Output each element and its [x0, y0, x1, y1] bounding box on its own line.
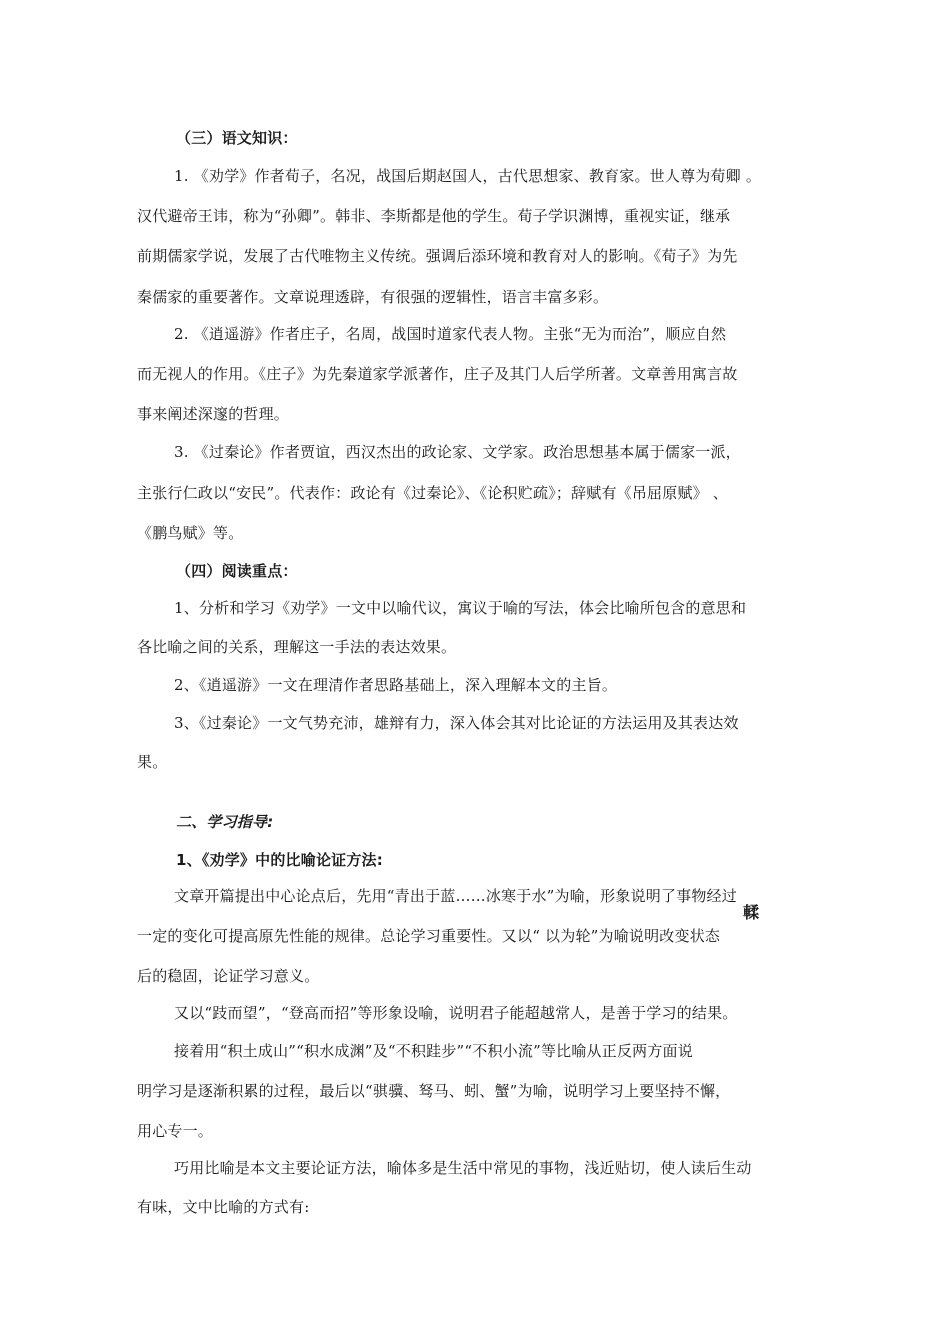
paragraph-line: 前期儒家学说，发展了古代唯物主义传统。强调后添环境和教育对人的影响。《荀子》为先: [137, 247, 738, 265]
paragraph-line: 《鹏鸟赋》等。: [137, 524, 244, 542]
subheading-metaphor-method: 1、《劝学》中的比喻论证方法:: [176, 851, 383, 869]
paragraph-line: 巧用比喻是本文主要论证方法，喻体多是生活中常见的事物，浅近贴切，使人读后生动: [174, 1159, 752, 1177]
paragraph-line: 接着用“积土成山”“积水成渊”及“不积跬步”“不积小流”等比喻从正反两方面说: [174, 1042, 693, 1060]
paragraph-line: 后的稳固，论证学习意义。: [137, 967, 320, 985]
paragraph-line: 用心专一。: [137, 1122, 214, 1140]
paragraph-line: 事来阐述深邃的哲理。: [137, 405, 290, 423]
paragraph-line: 2、《逍遥游》一文在理清作者思路基础上，深入理解本文的主旨。: [174, 676, 618, 694]
paragraph-line: 又以“跂而望”，“登高而招”等形象设喻，说明君子能超越常人，是善于学习的结果。: [174, 1004, 738, 1022]
paragraph-line: 主张行仁政以“安民”。代表作：政论有《过秦论》、《论积贮疏》；辞赋有《吊屈原赋》 、: [137, 484, 729, 502]
inserted-character: 輮: [743, 903, 760, 922]
paragraph-line: 1. 《劝学》作者荀子，名况，战国后期赵国人，古代思想家、教育家。世人尊为荀卿 。: [174, 167, 762, 185]
paragraph-line: 明学习是逐渐积累的过程，最后以“骐骥、驽马、蚓、蟹”为喻，说明学习上要坚持不懈，: [137, 1082, 731, 1100]
paragraph-line: 秦儒家的重要著作。文章说理透辟，有很强的逻辑性，语言丰富多彩。: [137, 288, 609, 306]
paragraph-line: 汉代避帝王讳，称为“孙卿”。韩非、李斯都是他的学生。荀子学识渊博，重视实证，继承: [137, 207, 731, 225]
paragraph-line: 有味，文中比喻的方式有:: [137, 1198, 310, 1216]
paragraph-line: 3、《过秦论》一文气势充沛，雄辩有力，深入体会其对比论证的方法运用及其表达效: [174, 714, 739, 732]
paragraph-line: 一定的变化可提高原先性能的规律。总论学习重要性。又以“ 以为轮”为喻说明改变状态: [137, 927, 721, 945]
section-heading-language-knowledge: （三）语文知识：: [176, 129, 298, 147]
paragraph-line: 1、分析和学习《劝学》一文中以喻代议，寓议于喻的写法，体会比喻所包含的意思和: [174, 599, 747, 617]
paragraph-line: 3. 《过秦论》作者贾谊，西汉杰出的政论家、文学家。政治思想基本属于儒家一派，: [174, 443, 741, 461]
paragraph-line: 而无视人的作用。《庄子》为先秦道家学派著作，庄子及其门人后学所著。文章善用寓言故: [137, 365, 738, 383]
paragraph-line: 果。: [137, 753, 168, 771]
paragraph-line: 文章开篇提出中心论点后，先用“青出于蓝……冰寒于水”为喻，形象说明了事物经过: [174, 887, 737, 905]
paragraph-line: 2. 《逍遥游》作者庄子，名周，战国时道家代表人物。主张“无为而治”，顺应自然: [174, 325, 727, 343]
paragraph-line: 各比喻之间的关系，理解这一手法的表达效果。: [137, 638, 457, 656]
section-heading-study-guidance: 二、学习指导:: [176, 813, 274, 831]
section-heading-reading-focus: （四）阅读重点：: [176, 562, 298, 580]
